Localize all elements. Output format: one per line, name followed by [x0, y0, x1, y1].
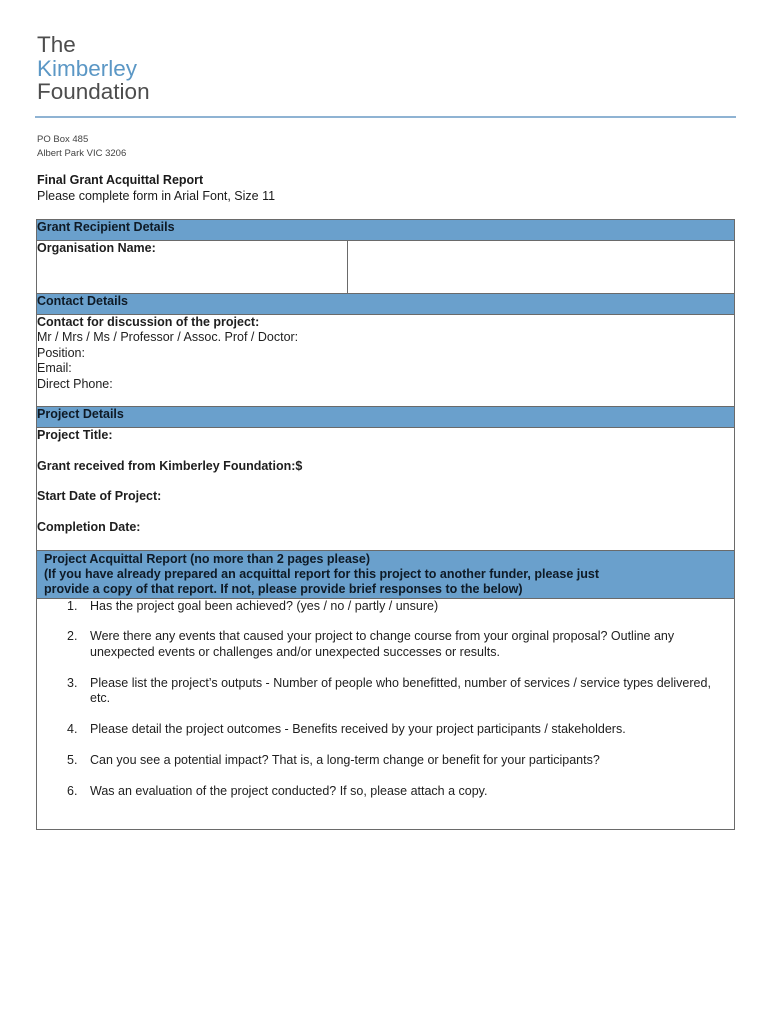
question-number: 1. — [67, 598, 78, 613]
question-item — [37, 722, 734, 738]
question-text: Please list the project’s outputs - Number of people who benefitted, number of services / service types delivered, etc. — [90, 675, 711, 706]
question-text: Can you see a potential impact? That is, a long-term change or benefit for your participants? — [90, 752, 600, 767]
organisation-name-label: Organisation Name: — [37, 241, 348, 294]
acquittal-header-line-1: Project Acquittal Report (no more than 2 pages please) — [44, 552, 370, 566]
question-item — [37, 753, 734, 769]
contact-email-label: Email: — [37, 361, 72, 376]
question-list — [37, 599, 734, 799]
project-title-label: Project Title: — [37, 428, 113, 442]
logo-line-the: The — [37, 32, 76, 57]
kimberley-foundation-logo — [37, 33, 150, 104]
question-item — [37, 629, 734, 660]
section-header-grant-recipient: Grant Recipient Details — [37, 220, 735, 241]
question-number: 3. — [67, 675, 78, 690]
project-details-field[interactable] — [37, 428, 735, 551]
contact-phone-label: Direct Phone: — [37, 376, 113, 391]
question-number: 6. — [67, 783, 78, 798]
question-number: 2. — [67, 629, 78, 644]
contact-details-field[interactable] — [37, 315, 735, 407]
grant-received-label: Grant received from Kimberley Foundation:$ — [37, 458, 303, 473]
document-title: Final Grant Acquittal Report — [37, 173, 204, 187]
document-subtitle: Please complete form in Arial Font, Size 11 — [37, 189, 276, 203]
question-text: Please detail the project outcomes - Benefits received by your project participants / stakeholders. — [90, 722, 626, 736]
address-line-2: Albert Park VIC 3206 — [37, 148, 127, 159]
question-item — [37, 676, 734, 707]
logo-line-foundation: Foundation — [37, 79, 150, 104]
question-text: Has the project goal been achieved? (yes / no / partly / unsure) — [90, 598, 439, 613]
contact-position-label: Position: — [37, 345, 85, 360]
question-text: Were there any events that caused your project to change course from your orginal proposal? Outline any unexpected events or challenges and/or unexpected successes or results. — [90, 629, 675, 659]
question-text: Was an evaluation of the project conducted? If so, please attach a copy. — [90, 783, 488, 798]
organisation-name-field[interactable] — [348, 241, 735, 294]
header-divider — [35, 116, 736, 118]
section-header-project-details: Project Details — [37, 407, 735, 428]
section-header-contact-details: Contact Details — [37, 294, 735, 315]
acquittal-form-table — [36, 219, 735, 830]
postal-address — [37, 133, 126, 161]
question-item — [37, 784, 734, 800]
contact-title-options: Mr / Mrs / Ms / Professor / Assoc. Prof / Doctor: — [37, 330, 299, 345]
address-line-1: PO Box 485 — [37, 134, 89, 145]
question-item — [37, 599, 734, 615]
question-number: 4. — [67, 722, 78, 736]
acquittal-questions-field[interactable] — [37, 598, 735, 829]
question-number: 5. — [67, 752, 78, 767]
completion-date-label: Completion Date: — [37, 519, 141, 534]
acquittal-header-line-2: (If you have already prepared an acquittal report for this project to another funder, please just — [44, 567, 599, 582]
contact-discussion-label: Contact for discussion of the project: — [37, 315, 260, 329]
start-date-label: Start Date of Project: — [37, 489, 162, 504]
logo-line-kimberley: Kimberley — [37, 55, 138, 81]
section-header-acquittal-report — [37, 551, 735, 599]
acquittal-header-line-3: provide a copy of that report. If not, please provide brief responses to the below) — [44, 582, 523, 597]
